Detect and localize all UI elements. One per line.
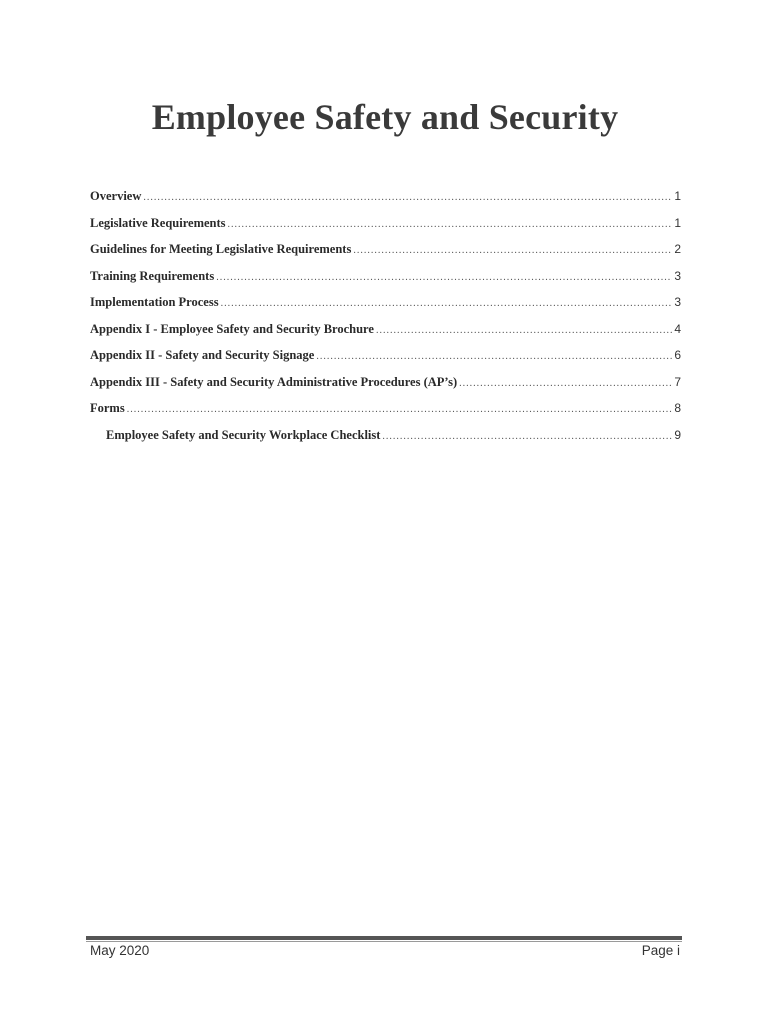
toc-entry-workplace-checklist[interactable] bbox=[90, 428, 681, 455]
toc-entry-page: 4 bbox=[674, 321, 681, 336]
toc-entry-page: 3 bbox=[674, 268, 681, 283]
toc-entry-label: Appendix III - Safety and Security Administrative Procedures (AP’s) bbox=[90, 374, 458, 389]
footer-page-number: Page i bbox=[641, 943, 680, 958]
toc-leader-dots bbox=[376, 325, 672, 336]
table-of-contents bbox=[90, 189, 681, 454]
toc-leader-dots bbox=[143, 192, 672, 203]
toc-entry-page: 6 bbox=[674, 348, 681, 362]
toc-leader-dots bbox=[316, 351, 672, 362]
toc-entry-label: Implementation Process bbox=[90, 295, 219, 309]
footer-date: May 2020 bbox=[90, 943, 150, 958]
toc-entry-appendix-2[interactable] bbox=[90, 348, 681, 375]
document-title: Employee Safety and Security bbox=[151, 97, 619, 137]
toc-entry-page: 2 bbox=[674, 242, 681, 256]
toc-entry-page: 3 bbox=[674, 295, 681, 309]
toc-entry-implementation-process[interactable] bbox=[90, 295, 681, 322]
toc-leader-dots bbox=[459, 378, 672, 389]
toc-entry-forms[interactable] bbox=[90, 401, 681, 428]
toc-entry-label: Training Requirements bbox=[90, 268, 215, 283]
toc-entry-label: Overview bbox=[90, 189, 142, 203]
footer-divider bbox=[86, 936, 682, 940]
toc-entry-page: 9 bbox=[674, 427, 681, 442]
toc-entry-page: 7 bbox=[674, 374, 681, 389]
toc-entry-legislative-requirements[interactable] bbox=[90, 216, 681, 243]
toc-leader-dots bbox=[221, 298, 673, 309]
toc-entry-page: 8 bbox=[674, 401, 681, 415]
toc-leader-dots bbox=[216, 272, 672, 283]
footer-divider-thin bbox=[86, 941, 682, 942]
toc-leader-dots bbox=[127, 404, 673, 415]
toc-entry-guidelines[interactable] bbox=[90, 242, 681, 269]
toc-entry-overview[interactable] bbox=[90, 189, 681, 216]
toc-entry-page: 1 bbox=[674, 189, 681, 203]
toc-entry-label: Appendix II - Safety and Security Signage bbox=[90, 348, 315, 362]
toc-entry-page: 1 bbox=[674, 215, 681, 230]
toc-entry-appendix-3[interactable] bbox=[90, 375, 681, 402]
toc-leader-dots bbox=[228, 219, 673, 230]
toc-leader-dots bbox=[353, 245, 672, 256]
toc-entry-label: Legislative Requirements bbox=[90, 215, 226, 230]
toc-entry-label: Employee Safety and Security Workplace Checklist bbox=[106, 427, 381, 442]
toc-entry-appendix-1[interactable] bbox=[90, 322, 681, 349]
toc-entry-label: Guidelines for Meeting Legislative Requirements bbox=[90, 242, 352, 256]
toc-entry-label: Appendix I - Employee Safety and Security Brochure bbox=[90, 321, 374, 336]
toc-entry-label: Forms bbox=[90, 401, 125, 415]
toc-leader-dots bbox=[382, 431, 672, 442]
toc-entry-training-requirements[interactable] bbox=[90, 269, 681, 296]
